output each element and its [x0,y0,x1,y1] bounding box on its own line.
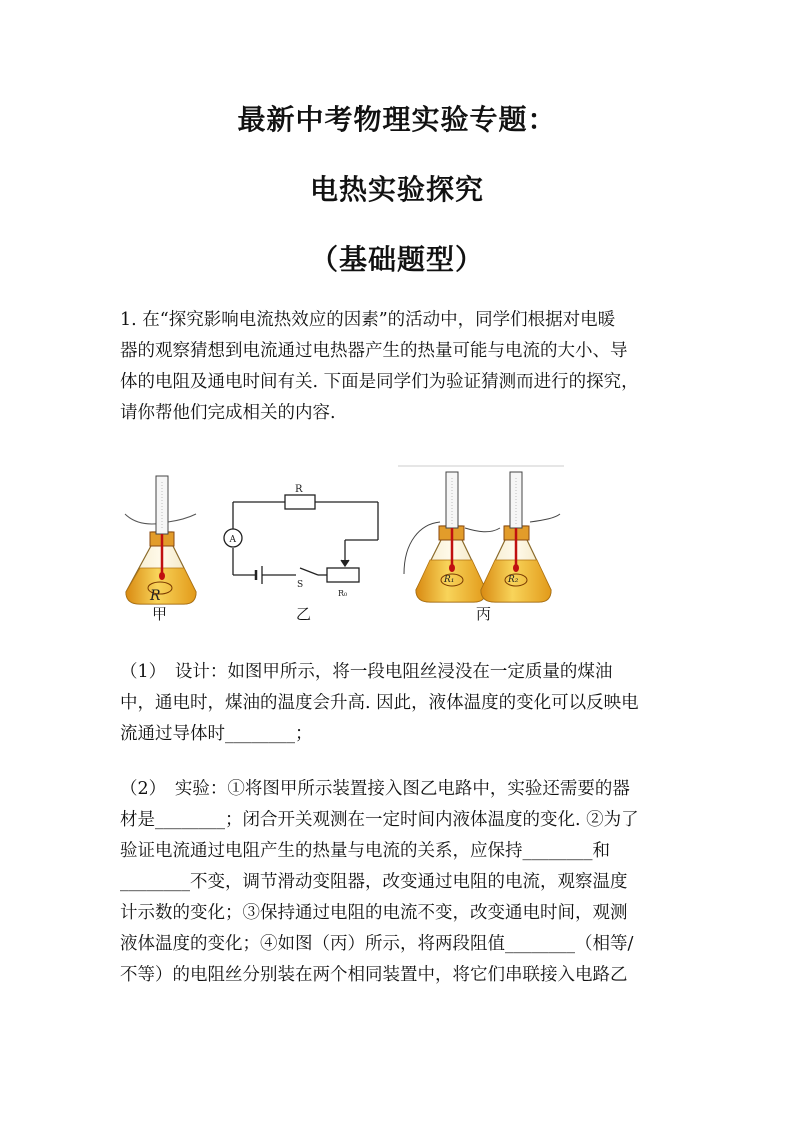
ammeter-label: A [229,535,236,545]
flask-jia [125,476,196,604]
flask-r2-label: R₂ [508,575,519,585]
circuit-resistor-label: R [295,484,303,495]
text-line: 计示数的变化；③保持通过电阻的电流不变，改变通电时间，观测 [120,903,628,923]
text-line: 请你帮他们完成相关的内容. [120,403,336,423]
figure-label-bing: 丙 [476,605,492,623]
title-line-3: （基础题型） [309,243,484,276]
part-2-text [120,774,680,991]
text-line: 不等）的电阻丝分别装在两个相同装置中，将它们串联接入电路乙 [120,965,628,985]
experiment-figure [0,462,794,622]
question-1-text [120,305,680,429]
rheostat-label: R₀ [338,589,348,598]
resistor-R [285,495,315,509]
flask-r1-label: R₁ [444,575,455,585]
circuit-yi [224,495,378,584]
text-line: ________不变，调节滑动变阻器，改变通过电阻的电流，观察温度 [120,872,628,892]
text-line: （2） 实验：①将图甲所示装置接入图乙电路中，实验还需要的器 [120,779,630,799]
part-1-text [120,657,680,750]
title-line-2: 电热实验探究 [309,173,484,206]
text-line: 流通过导体时________； [120,724,313,744]
rheostat-R0 [327,568,359,582]
figure-label-yi: 乙 [296,605,312,623]
text-line: 中，通电时，煤油的温度会升高. 因此，液体温度的变化可以反映电 [120,693,639,713]
text-line: （1） 设计：如图甲所示，将一段电阻丝浸没在一定质量的煤油 [120,662,613,682]
text-line: 1. 在“探究影响电流热效应的因素”的活动中，同学们根据对电暖 [120,310,616,330]
flask-jia-resistor-label: R [150,588,161,604]
text-line: 材是________；闭合开关观测在一定时间内液体温度的变化. ②为了 [120,810,639,830]
text-line: 验证电流通过电阻产生的热量与电流的关系，应保持________和 [120,841,610,861]
switch-label: S [297,580,304,590]
title-line-1: 最新中考物理实验专题： [237,103,557,136]
flask-bing-left [416,472,486,602]
text-line: 器的观察猜想到电流通过电热器产生的热量可能与电流的大小、导 [120,341,628,361]
figure-label-jia: 甲 [152,605,168,623]
text-line: 液体温度的变化；④如图（丙）所示，将两段阻值________（相等/ [120,934,634,954]
flask-bing-right [481,472,551,602]
text-line: 体的电阻及通电时间有关. 下面是同学们为验证猜测而进行的探究， [120,372,639,392]
